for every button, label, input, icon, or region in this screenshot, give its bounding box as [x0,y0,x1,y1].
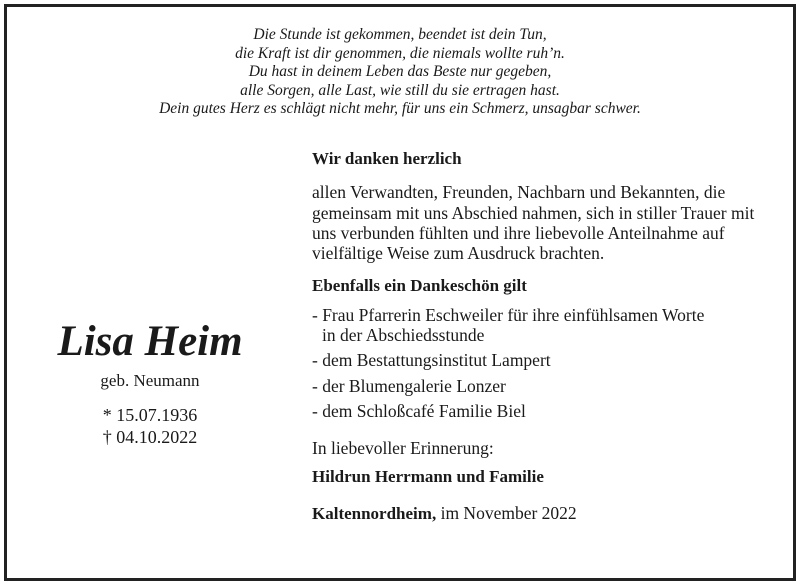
thanks-text: allen Verwandten, Freunden, Nachbarn und Bekannten, die gemeinsam mit uns Abschied nahmen, sich in stiller Trauer mit uns verbunden fühlten und ihre liebevolle Anteilnahme auf vielfältige Weise zum Ausdruck brachten. [312,182,755,264]
thanks-heading: Wir danken herzlich [312,149,462,168]
poem-line: die Kraft ist dir genommen, die niemals wollte ruh’n. [235,44,565,62]
list-item-text: - dem Bestattungsinstitut Lampert [312,350,551,371]
place: Kaltennordheim, [312,503,437,523]
date: im November 2022 [440,502,577,523]
list-item-text: - der Blumengalerie Lonzer [312,375,506,396]
extra-thanks-heading: Ebenfalls ein Dankeschön gilt [312,276,527,296]
list-item [312,401,782,421]
list-item-text: - dem Schloßcafé Familie Biel [312,400,526,421]
poem-line: Du hast in deinem Leben das Beste nur gegeben, [248,63,552,80]
death-date: † 04.10.2022 [102,427,198,447]
birth-date: * 15.07.1936 [102,405,198,425]
list-item [312,305,782,346]
memory-line: In liebevoller Erinnerung: [312,438,494,459]
poem-line: Dein gutes Herz es schlägt nicht mehr, für uns ein Schmerz, unsagbar schwer. [159,100,641,117]
poem [0,26,800,119]
list-item [312,376,782,396]
poem-line: Die Stunde ist gekommen, beendet ist dein Tun, [253,26,547,43]
deceased-info [30,318,270,448]
place-date-line [312,503,782,524]
birth-name: geb. Neumann [100,371,200,390]
list-item [312,350,782,370]
thanks-list [312,305,782,421]
life-dates [30,404,270,448]
list-item-text: - Frau Pfarrerin Eschweiler für ihre einfühlsamen Worte [312,304,705,325]
deceased-name: Lisa Heim [57,318,243,365]
poem-line: alle Sorgen, alle Last, wie still du sie ertragen hast. [240,81,560,99]
list-item-continuation: in der Abschiedsstunde [322,325,485,346]
family-signature: Hildrun Herrmann und Familie [312,466,544,486]
thanks-section [312,149,782,524]
